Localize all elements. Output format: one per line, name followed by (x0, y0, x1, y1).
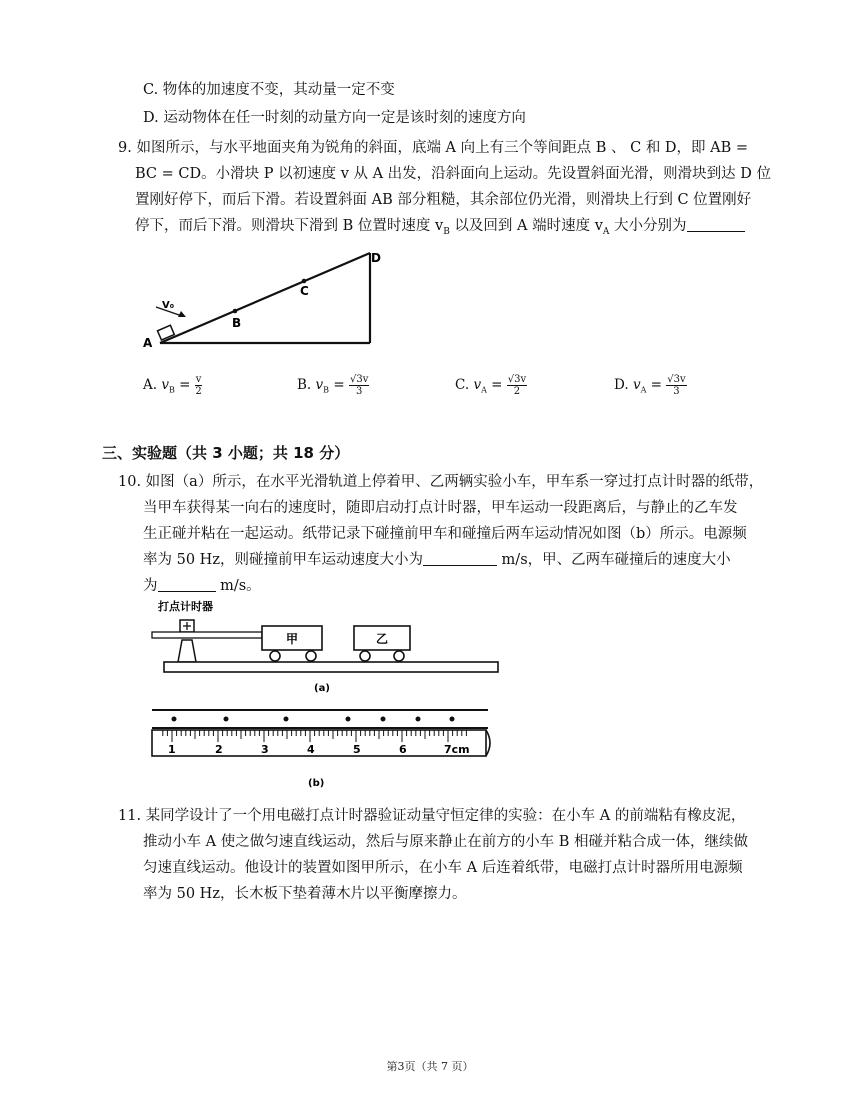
q9-sub-a: A (602, 226, 610, 237)
q9-option-b[interactable]: B. $v_B$ = $\frac{√3v}{3}$ (297, 374, 369, 397)
opt-d-var: v (632, 377, 641, 393)
q11-text-line-4: 率为 50 Hz，长木板下垫着薄木片以平衡摩擦力。 (143, 886, 467, 902)
q8-option-c: C. 物体的加速度不变，其动量一定不变 (143, 82, 395, 98)
point-b (233, 309, 238, 314)
paper-tape (152, 632, 262, 638)
label-d: D (371, 251, 381, 265)
opt-a-den: 2 (195, 386, 202, 397)
timer-stand (178, 640, 196, 662)
ruler-num-2: 2 (215, 743, 223, 756)
opt-a-var: v (161, 377, 169, 393)
q9-answer-blank[interactable] (687, 217, 745, 232)
q9-sub-b: B (443, 226, 450, 237)
track (164, 662, 498, 672)
q10-answer-blank-2[interactable] (158, 577, 216, 592)
opt-a-sub: B (168, 385, 175, 395)
ruler-num-7cm: 7cm (444, 743, 470, 756)
opt-d-prefix: D. (614, 377, 633, 393)
q9-text-line-2: BC = CD。小滑块 P 以初速度 v 从 A 出发，沿斜面向上运动。先设置斜面光滑，则滑块到达 D 位 (135, 166, 772, 182)
fig-a-label: (a) (314, 683, 330, 694)
opt-a-prefix: A. (143, 377, 162, 393)
ruler-num-4: 4 (307, 743, 315, 756)
opt-d-den: 3 (673, 386, 680, 397)
opt-b-fraction (349, 374, 369, 397)
opt-b-var: v (315, 377, 324, 393)
q9-option-a[interactable]: A. $v_B$ = $\frac{v}{2}$ (143, 374, 202, 397)
ruler-tape-figure (148, 700, 493, 792)
q10-line5-start: 为 (143, 578, 158, 594)
opt-d-fraction (666, 374, 686, 397)
opt-c-sub: A (481, 385, 487, 395)
q10-text-line-4 (143, 550, 731, 570)
ruler-num-3: 3 (261, 743, 269, 756)
opt-d-sub: A (640, 385, 647, 395)
cart-yi-label: 乙 (376, 632, 389, 646)
opt-b-sub: B (323, 385, 330, 395)
q11-text-line-3: 匀速直线运动。他设计的装置如图甲所示，在小车 A 后连着纸带，电磁打点计时器所用电源频 (143, 860, 743, 876)
q9-line4-start: 停下，而后下滑。则滑块下滑到 B 位置时速度 v (135, 218, 444, 234)
opt-a-fraction (195, 374, 203, 397)
cart-jia-label: 甲 (286, 632, 299, 646)
q10-text-line-2: 当甲车获得某一向右的速度时，随即启动打点计时器，甲车运动一段距离后，与静止的乙车发 (143, 500, 738, 516)
q10-text-line-3: 生正碰并粘在一起运动。纸带记录下碰撞前甲车和碰撞后两车运动情况如图（b）所示。电源频 (143, 526, 747, 542)
opt-b-num: √3v (349, 374, 369, 385)
q10-text-line-5 (143, 576, 261, 596)
incline-figure (138, 245, 388, 350)
q10-line4-start: 率为 50 Hz，则碰撞前甲车运动速度大小为 (143, 552, 423, 568)
opt-c-var: v (473, 377, 482, 393)
q10-line4-unit: m/s，甲、乙两车碰撞后的速度大小 (496, 552, 731, 568)
opt-b-den: 3 (355, 386, 363, 397)
q10-text-line-1: 10. 如图（a）所示，在水平光滑轨道上停着甲、乙两辆实验小车，甲车系一穿过打点计时器的纸带， (118, 474, 764, 490)
timer-label: 打点计时器 (158, 600, 213, 613)
cart-track-figure (148, 600, 503, 700)
q8-option-d: D. 运动物体在任一时刻的动量方向一定是该时刻的速度方向 (143, 110, 526, 126)
label-a: A (143, 336, 153, 350)
label-c: C (300, 284, 309, 298)
opt-a-num: v (195, 374, 202, 385)
label-b: B (232, 316, 242, 330)
incline-slope (160, 253, 370, 343)
opt-c-num: √3v (507, 374, 527, 385)
ruler-num-5: 5 (353, 743, 361, 756)
opt-d-num: √3v (667, 374, 686, 385)
point-c (302, 279, 307, 284)
q9-option-d[interactable]: D. $v_A$ = $\frac{√3v}{3}$ (614, 374, 686, 397)
opt-c-den: 2 (513, 386, 521, 397)
label-v0: V₀ (162, 300, 175, 311)
q9-text-line-4 (135, 216, 745, 242)
section-3-heading: 三、实验题（共 3 小题；共 18 分） (102, 444, 350, 462)
q9-text-line-3: 置刚好停下，而后下滑。若设置斜面 AB 部分粗糙，其余部位仍光滑，则滑块上行到 C 位置刚好 (135, 192, 752, 208)
ruler-num-1: 1 (168, 743, 176, 756)
q9-text-line-1: 9. 如图所示，与水平地面夹角为锐角的斜面，底端 A 向上有三个等间距点 B 、 C 和 D，即 AB = (118, 140, 749, 156)
opt-c-prefix: C. (455, 377, 474, 393)
ruler-num-6: 6 (399, 743, 407, 756)
page-footer: 第3页（共 7 页） (386, 1060, 474, 1073)
q9-line4-mid: 以及回到 A 端时速度 v (449, 218, 603, 234)
fig-b-label: (b) (308, 778, 325, 789)
q11-text-line-2: 推动小车 A 使之做匀速直线运动，然后与原来静止在前方的小车 B 相碰并粘合成一体，继续做 (143, 834, 749, 850)
q9-option-c[interactable]: C. $v_A$ = $\frac{√3v}{2}$ (455, 374, 527, 397)
tape-dots (172, 717, 455, 722)
q9-line4-end: 大小分别为 (609, 218, 687, 234)
q10-answer-blank-1[interactable] (423, 551, 497, 566)
q10-line5-unit: m/s。 (215, 578, 261, 594)
opt-c-fraction (507, 374, 527, 397)
opt-b-prefix: B. (297, 377, 316, 393)
velocity-arrowhead (178, 311, 186, 317)
q11-text-line-1: 11. 某同学设计了一个用电磁打点计时器验证动量守恒定律的实验：在小车 A 的前端粘有橡皮泥， (118, 808, 746, 824)
